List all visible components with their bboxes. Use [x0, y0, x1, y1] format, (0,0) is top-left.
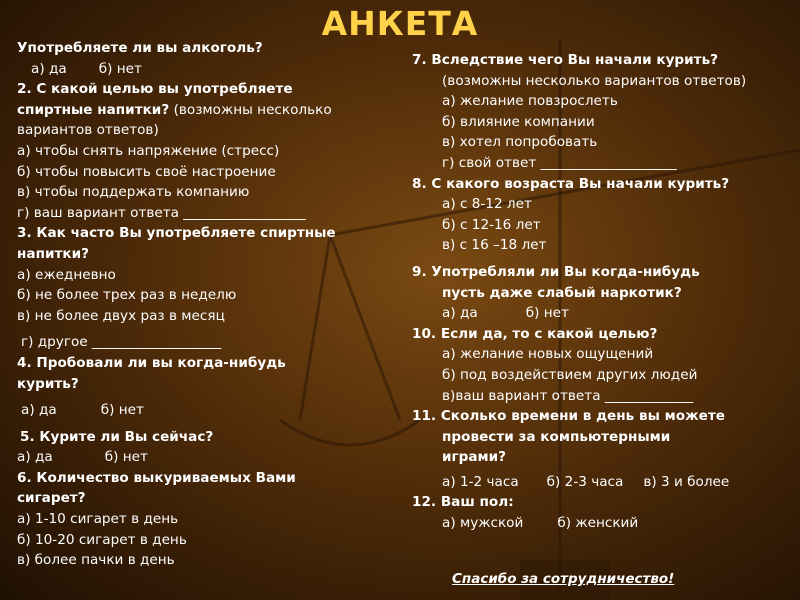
q2-note-cont: вариантов ответов) [17, 122, 159, 139]
q12-answer-b: б) женский [557, 515, 639, 532]
q7-option-b: б) влияние компании [442, 113, 595, 130]
q4-answer-a: а) да [21, 402, 57, 419]
q11-answer-a: а) 1-2 часа [442, 473, 519, 490]
question-9-title-cont: пусть даже слабый наркотик? [442, 284, 682, 301]
q11-answer-c: в) 3 и более [643, 473, 730, 490]
question-11-title-cont: провести за компьютерными [442, 428, 671, 445]
question-5-title: 5. Курите ли Вы сейчас? [20, 428, 214, 445]
q7-option-c: в) хотел попробовать [442, 134, 598, 151]
page-title: АНКЕТА [321, 4, 479, 43]
q3-option-d: г) другое ___________________ [21, 334, 222, 351]
q6-option-c: в) более пачки в день [17, 552, 175, 569]
q7-note: (возможны несколько вариантов ответов) [442, 72, 747, 89]
left-column [17, 38, 402, 571]
q8-option-a: а) с 8-12 лет [442, 196, 532, 213]
q10-option-a: а) желание новых ощущений [442, 346, 654, 363]
q2-option-d: г) ваш вариант ответа __________________ [17, 204, 306, 221]
q3-option-a: а) ежедневно [17, 266, 116, 283]
q7-option-d: г) свой ответ ____________________ [442, 154, 677, 171]
question-2-title-cont: спиртные напитки? (возможны несколько [17, 101, 332, 118]
question-3-title: 3. Как часто Вы употребляете спиртные [17, 225, 336, 242]
question-10-title: 10. Если да, то с какой целью? [412, 325, 658, 342]
q10-option-b: б) под воздействием других людей [442, 366, 698, 383]
q7-option-a: а) желание повзрослеть [442, 93, 618, 110]
question-11-title: 11. Сколько времени в день вы можете [412, 408, 725, 425]
q8-option-c: в) с 16 –18 лет [442, 237, 547, 254]
q4-answers [17, 400, 402, 421]
q6-option-a: а) 1-10 сигарет в день [17, 511, 179, 528]
q1-answer-b: б) нет [98, 60, 142, 77]
q12-answers [412, 513, 792, 534]
question-11-title-cont2: играми? [442, 449, 507, 466]
q8-option-b: б) с 12-16 лет [442, 216, 541, 233]
question-7-title: 7. Вследствие чего Вы начали курить? [412, 52, 719, 68]
right-column [412, 50, 792, 534]
q11-answer-b: б) 2-3 часа [546, 473, 624, 490]
q9-answers [412, 303, 792, 324]
q2-option-b: б) чтобы повысить своё настроение [17, 163, 276, 180]
q6-option-b: б) 10-20 сигарет в день [17, 531, 187, 548]
q2-option-c: в) чтобы поддержать компанию [17, 184, 250, 201]
q9-answer-a: а) да [442, 305, 478, 322]
question-4-title: 4. Пробовали ли вы когда-нибудь [17, 354, 286, 371]
q9-answer-b: б) нет [525, 305, 569, 322]
question-6-title: 6. Количество выкуриваемых Вами [17, 469, 296, 486]
question-9-title: 9. Употребляли ли Вы когда-нибудь [412, 263, 700, 280]
footer-thanks: Спасибо за сотрудничество! [452, 571, 675, 587]
question-2-title: 2. С какой целью вы употребляете [17, 81, 293, 98]
question-8-title: 8. С какого возраста Вы начали курить? [412, 175, 730, 192]
q1-answers [17, 59, 402, 80]
question-3-title-cont: напитки? [17, 245, 89, 262]
q4-answer-b: б) нет [100, 402, 144, 419]
question-4-title-cont: курить? [17, 375, 79, 392]
q11-answers [412, 472, 792, 493]
q3-option-b: б) не более трех раз в неделю [17, 287, 237, 304]
q5-answer-a: а) да [17, 449, 53, 466]
question-1: Употребляете ли вы алкоголь? [17, 40, 263, 56]
question-6-title-cont: сигарет? [17, 490, 86, 507]
q5-answers [17, 447, 402, 468]
q2-note: (возможны несколько [173, 101, 332, 118]
q5-answer-b: б) нет [104, 449, 148, 466]
q12-answer-a: а) мужской [442, 515, 524, 532]
question-12-title: 12. Ваш пол: [412, 494, 514, 511]
q2-option-a: а) чтобы снять напряжение (стресс) [17, 142, 280, 159]
q1-answer-a: а) да [31, 60, 67, 77]
q3-option-c: в) не более двух раз в месяц [17, 307, 225, 324]
q10-option-c: в)ваш вариант ответа _____________ [442, 387, 694, 404]
